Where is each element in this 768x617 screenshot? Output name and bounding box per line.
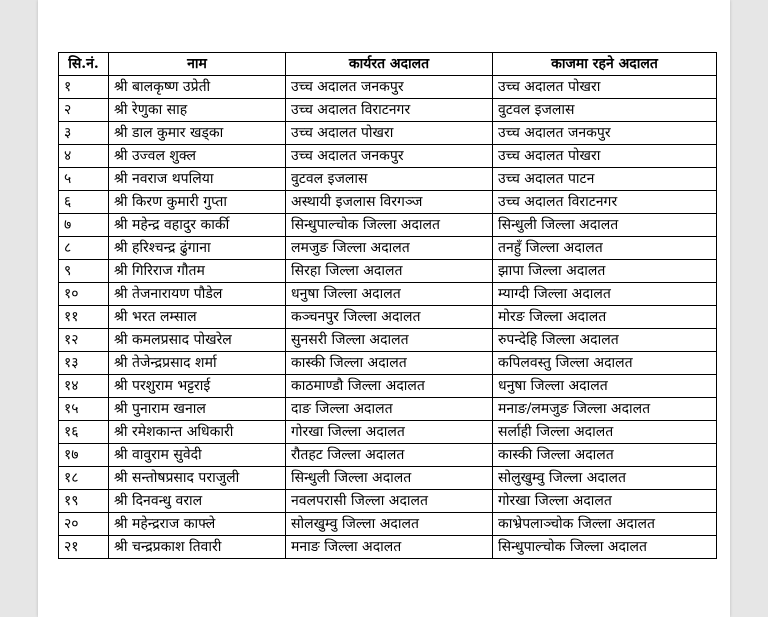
cell-serial-number: २ — [59, 99, 109, 122]
cell-name: श्री कमलप्रसाद पोखरेल — [109, 329, 286, 352]
cell-name: श्री भरत लम्साल — [109, 306, 286, 329]
header-serial-number: सि.नं. — [59, 53, 109, 76]
cell-serial-number: ५ — [59, 168, 109, 191]
cell-serial-number: ४ — [59, 145, 109, 168]
table-row — [59, 214, 717, 237]
cell-deputed-court: उच्च अदालत पोखरा — [493, 76, 717, 99]
document-page — [38, 0, 730, 617]
cell-deputed-court: कास्की जिल्ला अदालत — [493, 444, 717, 467]
cell-serial-number: १२ — [59, 329, 109, 352]
cell-serial-number: १७ — [59, 444, 109, 467]
cell-serial-number: १९ — [59, 490, 109, 513]
table-row — [59, 260, 717, 283]
table-row — [59, 122, 717, 145]
cell-name: श्री चन्द्रप्रकाश तिवारी — [109, 536, 286, 559]
cell-name: श्री बालकृष्ण उप्रेती — [109, 76, 286, 99]
cell-working-court: सिन्धुली जिल्ला अदालत — [286, 467, 493, 490]
cell-serial-number: २१ — [59, 536, 109, 559]
cell-working-court: अस्थायी इजलास विरगञ्ज — [286, 191, 493, 214]
cell-name: श्री पुनाराम खनाल — [109, 398, 286, 421]
cell-working-court: रौतहट जिल्ला अदालत — [286, 444, 493, 467]
table-body — [59, 76, 717, 559]
cell-deputed-court: मोरङ जिल्ला अदालत — [493, 306, 717, 329]
cell-serial-number: २० — [59, 513, 109, 536]
cell-name: श्री डाल कुमार खड्का — [109, 122, 286, 145]
cell-deputed-court: उच्च अदालत जनकपुर — [493, 122, 717, 145]
cell-serial-number: १० — [59, 283, 109, 306]
table-row — [59, 398, 717, 421]
cell-working-court: उच्च अदालत जनकपुर — [286, 76, 493, 99]
cell-serial-number: ८ — [59, 237, 109, 260]
table-row — [59, 99, 717, 122]
cell-name: श्री रमेशकान्त अधिकारी — [109, 421, 286, 444]
cell-name: श्री महेन्द्रराज काफ्ले — [109, 513, 286, 536]
cell-serial-number: ७ — [59, 214, 109, 237]
cell-name: श्री तेजनारायण पौडेल — [109, 283, 286, 306]
table-row — [59, 306, 717, 329]
cell-working-court: दाङ जिल्ला अदालत — [286, 398, 493, 421]
header-name: नाम — [109, 53, 286, 76]
table-row — [59, 283, 717, 306]
cell-deputed-court: म्याग्दी जिल्ला अदालत — [493, 283, 717, 306]
cell-serial-number: ९ — [59, 260, 109, 283]
cell-working-court: उच्च अदालत पोखरा — [286, 122, 493, 145]
cell-name: श्री महेन्द्र वहादुर कार्की — [109, 214, 286, 237]
table-row — [59, 467, 717, 490]
transfer-table — [58, 52, 717, 559]
cell-serial-number: १४ — [59, 375, 109, 398]
cell-name: श्री दिनवन्धु वराल — [109, 490, 286, 513]
cell-deputed-court: उच्च अदालत विराटनगर — [493, 191, 717, 214]
cell-working-court: गोरखा जिल्ला अदालत — [286, 421, 493, 444]
cell-serial-number: १८ — [59, 467, 109, 490]
table-row — [59, 329, 717, 352]
cell-deputed-court: वुटवल इजलास — [493, 99, 717, 122]
cell-name: श्री नवराज थपलिया — [109, 168, 286, 191]
header-working-court: कार्यरत अदालत — [286, 53, 493, 76]
table-row — [59, 352, 717, 375]
cell-name: श्री वावुराम सुवेदी — [109, 444, 286, 467]
table-row — [59, 490, 717, 513]
header-deputed-court: काजमा रहने अदालत — [493, 53, 717, 76]
cell-working-court: काठमाण्डौ जिल्ला अदालत — [286, 375, 493, 398]
cell-serial-number: ११ — [59, 306, 109, 329]
cell-working-court: सिन्धुपाल्चोक जिल्ला अदालत — [286, 214, 493, 237]
cell-name: श्री गिरिराज गौतम — [109, 260, 286, 283]
cell-name: श्री परशुराम भट्टराई — [109, 375, 286, 398]
table-row — [59, 145, 717, 168]
cell-name: श्री रेणुका साह — [109, 99, 286, 122]
table-row — [59, 237, 717, 260]
cell-working-court: लमजुङ जिल्ला अदालत — [286, 237, 493, 260]
cell-name: श्री सन्तोषप्रसाद पराजुली — [109, 467, 286, 490]
cell-serial-number: ३ — [59, 122, 109, 145]
cell-working-court: कास्की जिल्ला अदालत — [286, 352, 493, 375]
cell-deputed-court: रुपन्देहि जिल्ला अदालत — [493, 329, 717, 352]
cell-serial-number: १३ — [59, 352, 109, 375]
cell-working-court: सोलखुम्वु जिल्ला अदालत — [286, 513, 493, 536]
cell-deputed-court: कपिलवस्तु जिल्ला अदालत — [493, 352, 717, 375]
cell-deputed-court: उच्च अदालत पाटन — [493, 168, 717, 191]
cell-working-court: वुटवल इजलास — [286, 168, 493, 191]
cell-name: श्री किरण कुमारी गुप्ता — [109, 191, 286, 214]
table-row — [59, 536, 717, 559]
cell-working-court: उच्च अदालत जनकपुर — [286, 145, 493, 168]
cell-working-court: नवलपरासी जिल्ला अदालत — [286, 490, 493, 513]
cell-name: श्री तेजेन्द्रप्रसाद शर्मा — [109, 352, 286, 375]
cell-deputed-court: उच्च अदालत पोखरा — [493, 145, 717, 168]
cell-name: श्री हरिश्चन्द्र ढुंगाना — [109, 237, 286, 260]
table-row — [59, 191, 717, 214]
table-row — [59, 168, 717, 191]
cell-working-court: उच्च अदालत विराटनगर — [286, 99, 493, 122]
cell-serial-number: १५ — [59, 398, 109, 421]
cell-deputed-court: तनहुँ जिल्ला अदालत — [493, 237, 717, 260]
cell-working-court: मनाङ जिल्ला अदालत — [286, 536, 493, 559]
cell-serial-number: १६ — [59, 421, 109, 444]
cell-deputed-court: झापा जिल्ला अदालत — [493, 260, 717, 283]
cell-deputed-court: गोरखा जिल्ला अदालत — [493, 490, 717, 513]
cell-deputed-court: काभ्रेपलाञ्चोक जिल्ला अदालत — [493, 513, 717, 536]
table-header-row — [59, 53, 717, 76]
cell-deputed-court: सिन्धुली जिल्ला अदालत — [493, 214, 717, 237]
cell-serial-number: १ — [59, 76, 109, 99]
cell-working-court: सिरहा जिल्ला अदालत — [286, 260, 493, 283]
table-row — [59, 421, 717, 444]
table-row — [59, 375, 717, 398]
cell-working-court: कञ्चनपुर जिल्ला अदालत — [286, 306, 493, 329]
cell-deputed-court: सोलुखुम्वु जिल्ला अदालत — [493, 467, 717, 490]
cell-name: श्री उज्वल शुक्ल — [109, 145, 286, 168]
cell-deputed-court: सर्लाही जिल्ला अदालत — [493, 421, 717, 444]
cell-deputed-court: मनाङ/लमजुङ जिल्ला अदालत — [493, 398, 717, 421]
cell-deputed-court: धनुषा जिल्ला अदालत — [493, 375, 717, 398]
table-row — [59, 444, 717, 467]
table-row — [59, 76, 717, 99]
cell-deputed-court: सिन्धुपाल्चोक जिल्ला अदालत — [493, 536, 717, 559]
cell-working-court: धनुषा जिल्ला अदालत — [286, 283, 493, 306]
cell-working-court: सुनसरी जिल्ला अदालत — [286, 329, 493, 352]
table-row — [59, 513, 717, 536]
cell-serial-number: ६ — [59, 191, 109, 214]
